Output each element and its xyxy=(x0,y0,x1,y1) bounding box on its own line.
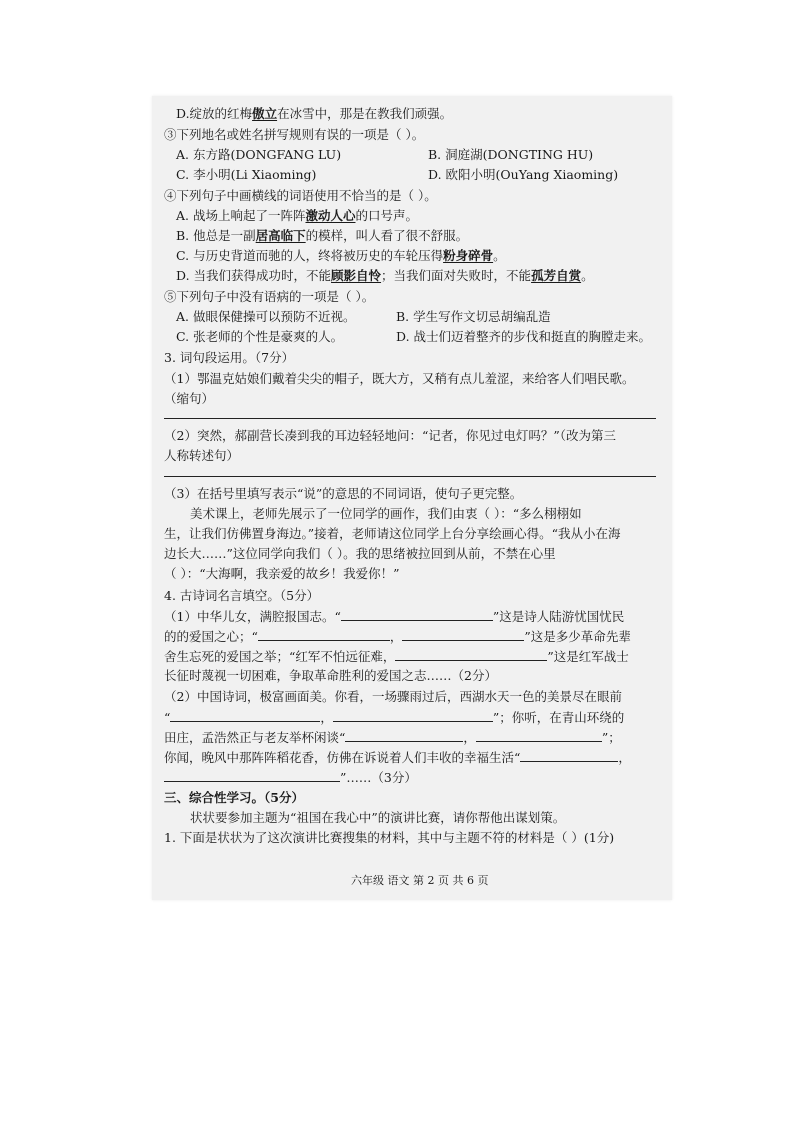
q3-option-d: D. 欧阳小明(OuYang Xiaoming) xyxy=(428,167,619,182)
s4-p2-line3 xyxy=(164,729,621,746)
s4-p2-l2-comma: ， xyxy=(320,710,333,725)
page-footer: 六年级 语文 第 2 页 共 6 页 xyxy=(351,874,489,887)
s4-p2-l3-pre: 田庄，孟浩然正与老友举杯闲谈“ xyxy=(164,730,346,745)
q4-option-d xyxy=(176,268,594,284)
s4-p2-l4-pre: 你闻，晚风中那阵阵稻花香，仿佛在诉说着人们丰收的幸福生活“ xyxy=(164,750,521,765)
q4-stem: ④下列句子中画横线的词语使用不恰当的是（ ）。 xyxy=(164,188,437,203)
blank-7[interactable] xyxy=(345,729,463,742)
blank-5[interactable] xyxy=(170,709,320,722)
s4-p2-l4-comma: ， xyxy=(618,750,631,765)
q4-b-pre: B. 他总是一副 xyxy=(176,228,256,243)
s4-title: 4. 古诗词名言填空。（5分） xyxy=(164,588,320,603)
s4-p1-line1 xyxy=(164,608,624,625)
blank-6[interactable] xyxy=(333,709,493,722)
s4-p2-line1: （2）中国诗词，极富画面美。你看，一场骤雨过后，西湖水天一色的美景尽在眼前 xyxy=(164,689,622,704)
q4-a-pre: A. 战场上响起了一阵阵 xyxy=(176,208,306,223)
q4-option-c xyxy=(176,248,506,264)
q5-option-d: D. 战士们迈着整齐的步伐和挺直的胸膛走来。 xyxy=(396,329,652,344)
part3-intro: 状状要参加主题为“祖国在我心中”的演讲比赛，请你帮他出谋划策。 xyxy=(190,810,566,825)
s4-p1-line3 xyxy=(164,648,629,665)
q4-a-post: 的口号声。 xyxy=(355,208,419,223)
s4-p1-line2 xyxy=(164,628,631,645)
s3-p2-line1: （2）突然，郝副营长凑到我的耳边轻轻地问：“记者，你见过电灯吗？”（改为第三 xyxy=(164,428,616,443)
q5-option-b: B. 学生写作文切忌胡编乱造 xyxy=(396,309,551,324)
q5-option-a: A. 做眼保健操可以预防不近视。 xyxy=(176,309,356,324)
q3-option-c: C. 李小明(Li Xiaoming) xyxy=(176,167,317,182)
s4-p1-l1-post: ”这是诗人陆游忧国忧民 xyxy=(492,609,625,624)
q2-option-d-pre: D.绽放的红梅 xyxy=(176,106,253,121)
q4-d-mid: ；当我们面对失败时，不能 xyxy=(381,268,532,283)
part3-title: 三、综合性学习。（5分） xyxy=(164,790,304,805)
q4-b-post: 的模样，叫人看了很不舒服。 xyxy=(305,228,469,243)
s4-p1-l1-pre: （1）中华儿女，满腔报国志。“ xyxy=(164,609,341,624)
part3-q1: 1. 下面是状状为了这次演讲比赛搜集的材料，其中与主题不符的材料是（ ）(1分) xyxy=(164,830,615,845)
s4-p2-line2 xyxy=(164,709,624,726)
q3-stem: ③下列地名或姓名拼写规则有误的一项是（ ）。 xyxy=(164,127,425,142)
q4-c-underlined: 粉身碎骨 xyxy=(443,248,494,263)
q5-stem: ⑤下列句子中没有语病的一项是（ ）。 xyxy=(164,289,375,304)
q4-a-underlined: 激动人心 xyxy=(305,208,356,223)
q4-d-pre: D. 当我们获得成功时，不能 xyxy=(176,268,332,283)
s3-p3-line3: 生，让我们仿佛置身海边。”接着，老师请这位同学上台分享绘画心得。“我从小在海 xyxy=(164,526,621,541)
q2-option-d-underlined: 傲立 xyxy=(252,106,278,121)
blank-2[interactable] xyxy=(258,628,390,641)
q4-c-post: 。 xyxy=(493,248,506,263)
s4-p2-l2-quote: “ xyxy=(164,710,171,725)
q2-option-d-post: 在冰雪中，那是在教我们顽强。 xyxy=(277,106,453,121)
s4-p2-line5 xyxy=(164,769,417,786)
s4-p1-l2-comma: ， xyxy=(389,629,403,644)
s3-title: 3. 词句段运用。（7分） xyxy=(164,350,295,365)
blank-1[interactable] xyxy=(341,608,493,621)
q4-b-underlined: 居高临下 xyxy=(255,228,306,243)
blank-4[interactable] xyxy=(395,648,547,661)
s3-p1-line2: （缩句） xyxy=(164,391,215,406)
s4-p2-l2-post: ”；你听，在青山环绕的 xyxy=(492,710,625,725)
s3-answer-line-2[interactable] xyxy=(164,476,656,477)
s4-p2-l3-comma: ， xyxy=(463,730,476,745)
s3-answer-line-1[interactable] xyxy=(164,418,656,419)
q2-option-d xyxy=(176,106,452,122)
s3-p3-line1: （3）在括号里填写表示“说”的意思的不同词语，使句子更完整。 xyxy=(164,486,523,501)
q4-option-b xyxy=(176,228,468,244)
q4-d-post: 。 xyxy=(581,268,594,283)
s4-p1-l2-post: ”这是多少革命先辈 xyxy=(524,629,631,644)
s4-p2-l3-post: ”； xyxy=(601,730,621,745)
q4-d-underlined-2: 孤芳自赏 xyxy=(531,268,582,283)
q3-option-b: B. 洞庭湖(DONGTING HU) xyxy=(428,147,594,162)
q4-option-a xyxy=(176,208,418,224)
s4-p2-l5-post: ”……（3分） xyxy=(340,770,417,785)
q3-option-a: A. 东方路(DONGFANG LU) xyxy=(176,147,342,162)
s4-p1-line4: 长征时蔑视一切困难，争取革命胜利的爱国之志……（2分） xyxy=(164,668,497,683)
s4-p2-line4 xyxy=(164,749,631,766)
s4-p1-l3-pre: 舍生忘死的爱国之举；“红军不怕远征难， xyxy=(164,649,396,664)
q5-option-c: C. 张老师的个性是豪爽的人。 xyxy=(176,329,344,344)
s3-p3-line5: （ ）：“大海啊，我亲爱的故乡！我爱你！” xyxy=(164,566,400,581)
q4-c-pre: C. 与历史背道而驰的人，终将被历史的车轮压得 xyxy=(176,248,444,263)
s4-p1-l2-pre: 的的爱国之心；“ xyxy=(164,629,258,644)
s3-p3-line4: 边长大……”这位同学向我们（ ）。我的思绪被拉回到从前，不禁在心里 xyxy=(164,546,556,561)
blank-3[interactable] xyxy=(402,628,524,641)
s3-p3-line2: 美术课上，老师先展示了一位同学的画作，我们由衷（ ）：“多么栩栩如 xyxy=(190,506,582,521)
s3-p1-line1: （1）鄂温克姑娘们戴着尖尖的帽子，既大方，又稍有点儿羞涩，来给客人们唱民歌。 xyxy=(164,371,635,386)
q4-d-underlined-1: 顾影自怜 xyxy=(331,268,382,283)
blank-8[interactable] xyxy=(476,729,602,742)
blank-10[interactable] xyxy=(164,769,340,782)
s3-p2-line2: 人称转述句） xyxy=(164,448,240,463)
blank-9[interactable] xyxy=(520,749,618,762)
s4-p1-l3-post: ”这是红军战士 xyxy=(547,649,629,664)
